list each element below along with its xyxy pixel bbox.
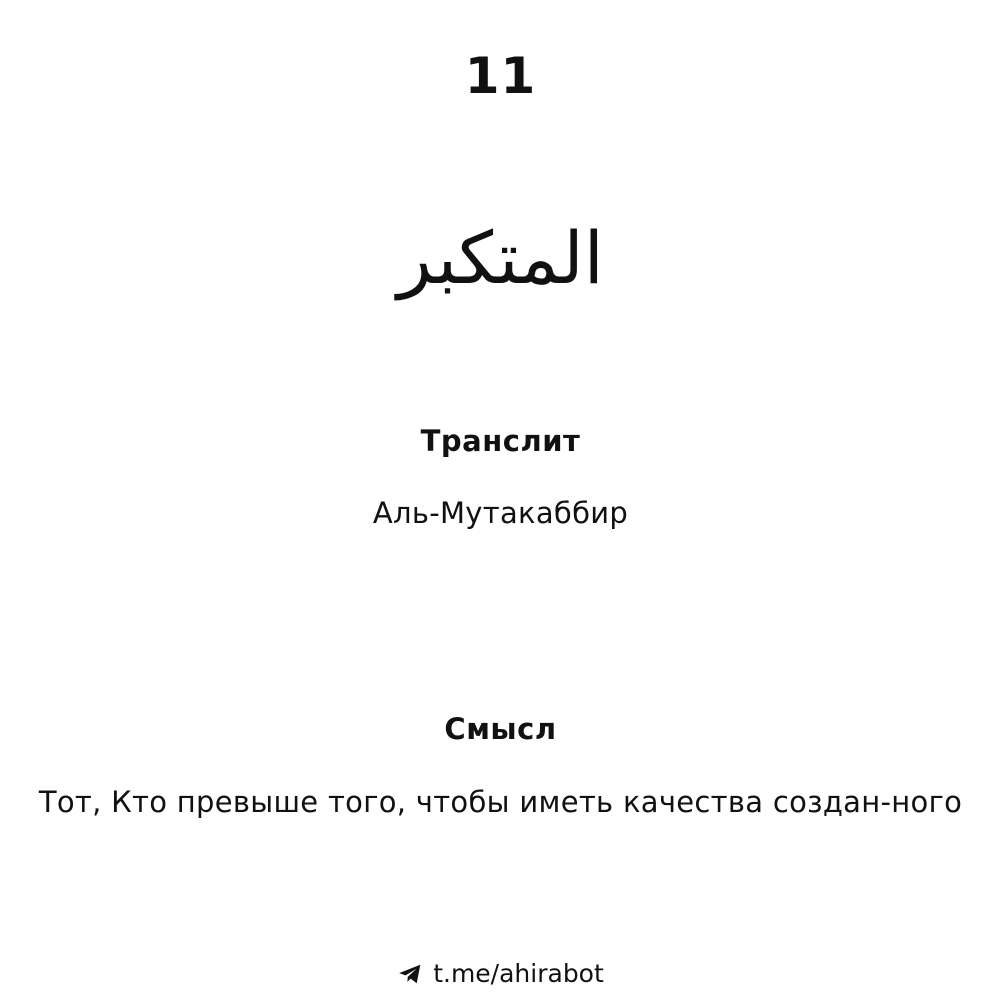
meaning-heading: Смысл xyxy=(444,712,557,746)
translit-heading: Транслит xyxy=(420,424,581,458)
meaning-text: Тот, Кто превыше того, чтобы иметь качества создан-ного xyxy=(38,785,963,819)
translit-value: Аль-Мутакаббир xyxy=(372,496,629,530)
name-number: 11 xyxy=(464,47,537,105)
telegram-icon xyxy=(397,961,423,987)
footer-link-text[interactable]: t.me/ahirabot xyxy=(433,959,604,988)
meaning-value xyxy=(25,784,976,820)
footer-link[interactable] xyxy=(0,958,1001,990)
arabic-name: المتكبر xyxy=(397,216,604,300)
